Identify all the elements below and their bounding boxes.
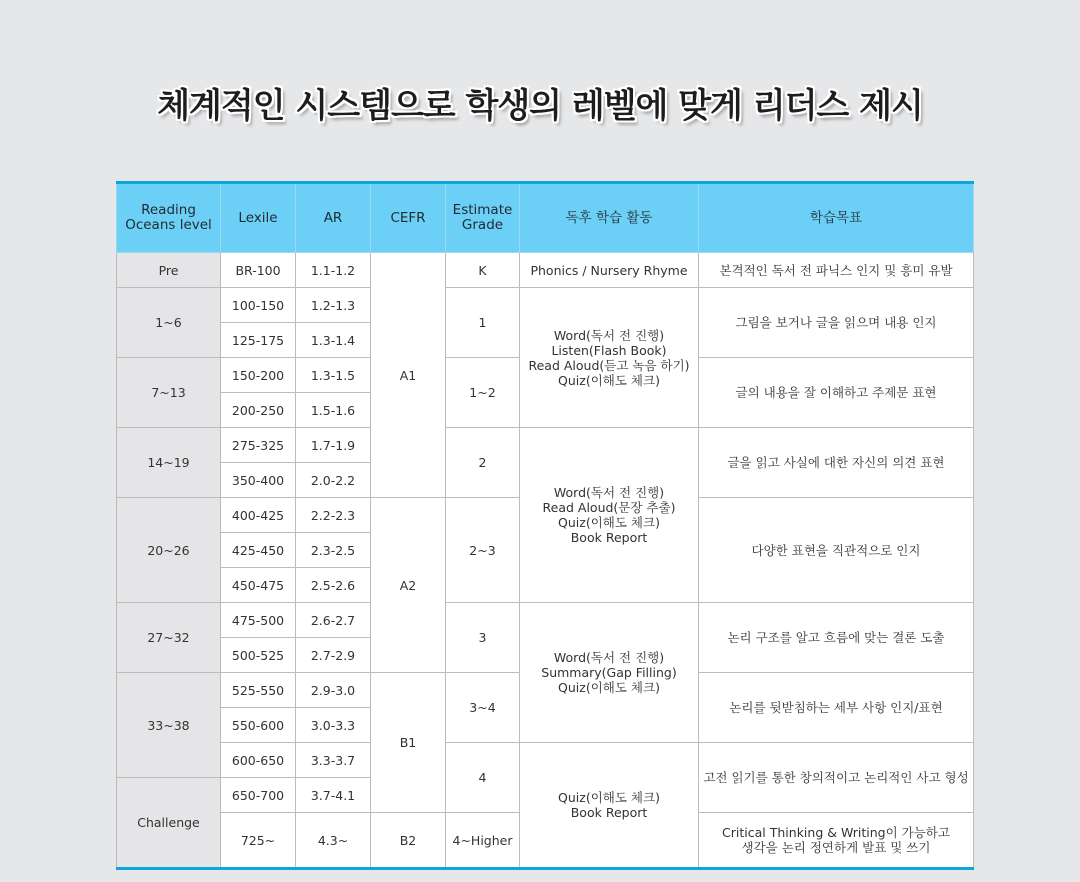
header-grade-line1: Estimate — [452, 202, 513, 218]
goal-line: 논리를 뒷받침하는 세부 사항 인지/표현 — [729, 700, 943, 715]
activity-line: Quiz(이해도 체크) — [558, 372, 660, 388]
goal-line: 논리 구조를 알고 흐름에 맞는 결론 도출 — [727, 630, 945, 645]
table-row — [117, 288, 974, 323]
ar-cell: 2.3-2.5 — [296, 533, 371, 568]
goal-cell — [699, 813, 974, 869]
ar-cell: 1.2-1.3 — [296, 288, 371, 323]
activity-line: Listen(Flash Book) — [551, 342, 667, 358]
lexile-cell: 200-250 — [221, 393, 296, 428]
header-row — [117, 183, 974, 253]
header-level-line2: Oceans level — [125, 217, 212, 233]
goal-line: 글을 읽고 사실에 대한 자신의 의견 표현 — [727, 455, 945, 470]
activity-line: Read Aloud(문장 추출) — [542, 500, 676, 515]
activity-cell — [520, 288, 699, 428]
grade-cell: 3 — [446, 603, 520, 673]
cefr-cell: A1 — [371, 253, 446, 498]
grade-cell: 2~3 — [446, 498, 520, 603]
level-cell: 33~38 — [117, 673, 221, 778]
cefr-cell: A2 — [371, 498, 446, 673]
level-cell: 1~6 — [117, 288, 221, 358]
activity-line: Summary(Gap Filling) — [541, 665, 677, 680]
activity-line: Quiz(이해도 체크) — [558, 515, 660, 530]
ar-cell: 1.3-1.4 — [296, 323, 371, 358]
activity-cell — [520, 428, 699, 603]
activity-line: Read Aloud(듣고 녹음 하기) — [528, 357, 690, 373]
ar-cell: 3.3-3.7 — [296, 743, 371, 778]
goal-cell — [699, 358, 974, 428]
activity-line: Quiz(이해도 체크) — [558, 680, 660, 695]
ar-cell: 1.1-1.2 — [296, 253, 371, 288]
cefr-cell: B1 — [371, 673, 446, 813]
lexile-cell: 275-325 — [221, 428, 296, 463]
lexile-cell: 150-200 — [221, 358, 296, 393]
table-row — [117, 253, 974, 288]
level-cell: Challenge — [117, 778, 221, 869]
goal-cell — [699, 673, 974, 743]
reading-level-table — [116, 181, 974, 870]
activity-line: Phonics / Nursery Rhyme — [530, 262, 688, 278]
goal-line: 그림을 보거나 글을 읽으며 내용 인지 — [735, 315, 937, 330]
lexile-cell: 400-425 — [221, 498, 296, 533]
level-cell: 7~13 — [117, 358, 221, 428]
ar-cell: 2.0-2.2 — [296, 463, 371, 498]
ar-cell: 2.2-2.3 — [296, 498, 371, 533]
header-grade-line2: Grade — [461, 217, 504, 233]
header-activity: 독후 학습 활동 — [520, 183, 699, 253]
activity-cell — [520, 253, 699, 288]
ar-cell: 1.5-1.6 — [296, 393, 371, 428]
goal-cell — [699, 428, 974, 498]
activity-line: Word(독서 전 진행) — [553, 485, 665, 500]
lexile-cell: 125-175 — [221, 323, 296, 358]
header-lexile: Lexile — [221, 183, 296, 253]
ar-cell: 1.7-1.9 — [296, 428, 371, 463]
level-cell: 14~19 — [117, 428, 221, 498]
goal-cell — [699, 743, 974, 813]
ar-cell: 3.0-3.3 — [296, 708, 371, 743]
goal-cell — [699, 498, 974, 603]
goal-line: Critical Thinking & Writing이 가능하고 — [722, 825, 950, 840]
lexile-cell: 600-650 — [221, 743, 296, 778]
header-cefr: CEFR — [371, 183, 446, 253]
level-cell: 20~26 — [117, 498, 221, 603]
lexile-cell: 725~ — [221, 813, 296, 869]
goal-cell — [699, 603, 974, 673]
goal-cell — [699, 288, 974, 358]
ar-cell: 2.5-2.6 — [296, 568, 371, 603]
lexile-cell: 650-700 — [221, 778, 296, 813]
lexile-cell: 550-600 — [221, 708, 296, 743]
grade-cell: 4~Higher — [446, 813, 520, 869]
page-title: 체계적인 시스템으로 학생의 레벨에 맞게 리더스 제시 — [157, 86, 923, 126]
goal-line: 고전 읽기를 통한 창의적이고 논리적인 사고 형성 — [703, 770, 969, 785]
header-ar: AR — [296, 183, 371, 253]
ar-cell: 2.7-2.9 — [296, 638, 371, 673]
activity-cell — [520, 603, 699, 743]
activity-line: Quiz(이해도 체크) — [558, 790, 660, 805]
goal-cell — [699, 253, 974, 288]
cefr-cell: B2 — [371, 813, 446, 869]
activity-cell — [520, 743, 699, 869]
grade-cell: 2 — [446, 428, 520, 498]
lexile-cell: 425-450 — [221, 533, 296, 568]
ar-cell: 3.7-4.1 — [296, 778, 371, 813]
lexile-cell: 350-400 — [221, 463, 296, 498]
table-row — [117, 743, 974, 778]
lexile-cell: BR-100 — [221, 253, 296, 288]
activity-line: Book Report — [570, 805, 648, 820]
ar-cell: 1.3-1.5 — [296, 358, 371, 393]
ar-cell: 2.6-2.7 — [296, 603, 371, 638]
level-cell: 27~32 — [117, 603, 221, 673]
lexile-cell: 475-500 — [221, 603, 296, 638]
activity-line: Book Report — [570, 530, 648, 545]
grade-cell: 3~4 — [446, 673, 520, 743]
ar-cell: 4.3~ — [296, 813, 371, 869]
goal-line: 다양한 표현을 직관적으로 인지 — [751, 542, 921, 558]
lexile-cell: 525-550 — [221, 673, 296, 708]
lexile-cell: 450-475 — [221, 568, 296, 603]
lexile-cell: 500-525 — [221, 638, 296, 673]
header-goal: 학습목표 — [699, 183, 974, 253]
goal-line: 생각을 논리 정연하게 발표 및 쓰기 — [741, 840, 931, 855]
header-grade — [446, 183, 520, 253]
table-row — [117, 603, 974, 638]
goal-line: 본격적인 독서 전 파닉스 인지 및 흥미 유발 — [719, 262, 953, 278]
activity-line: Word(독서 전 진행) — [553, 650, 665, 665]
grade-cell: K — [446, 253, 520, 288]
grade-cell: 4 — [446, 743, 520, 813]
header-level-line1: Reading — [141, 202, 196, 218]
table-row — [117, 428, 974, 463]
goal-line: 글의 내용을 잘 이해하고 주제문 표현 — [735, 385, 937, 400]
lexile-cell: 100-150 — [221, 288, 296, 323]
activity-line: Word(독서 전 진행) — [553, 327, 665, 343]
grade-cell: 1~2 — [446, 358, 520, 428]
header-level — [117, 183, 221, 253]
level-cell: Pre — [117, 253, 221, 288]
ar-cell: 2.9-3.0 — [296, 673, 371, 708]
grade-cell: 1 — [446, 288, 520, 358]
